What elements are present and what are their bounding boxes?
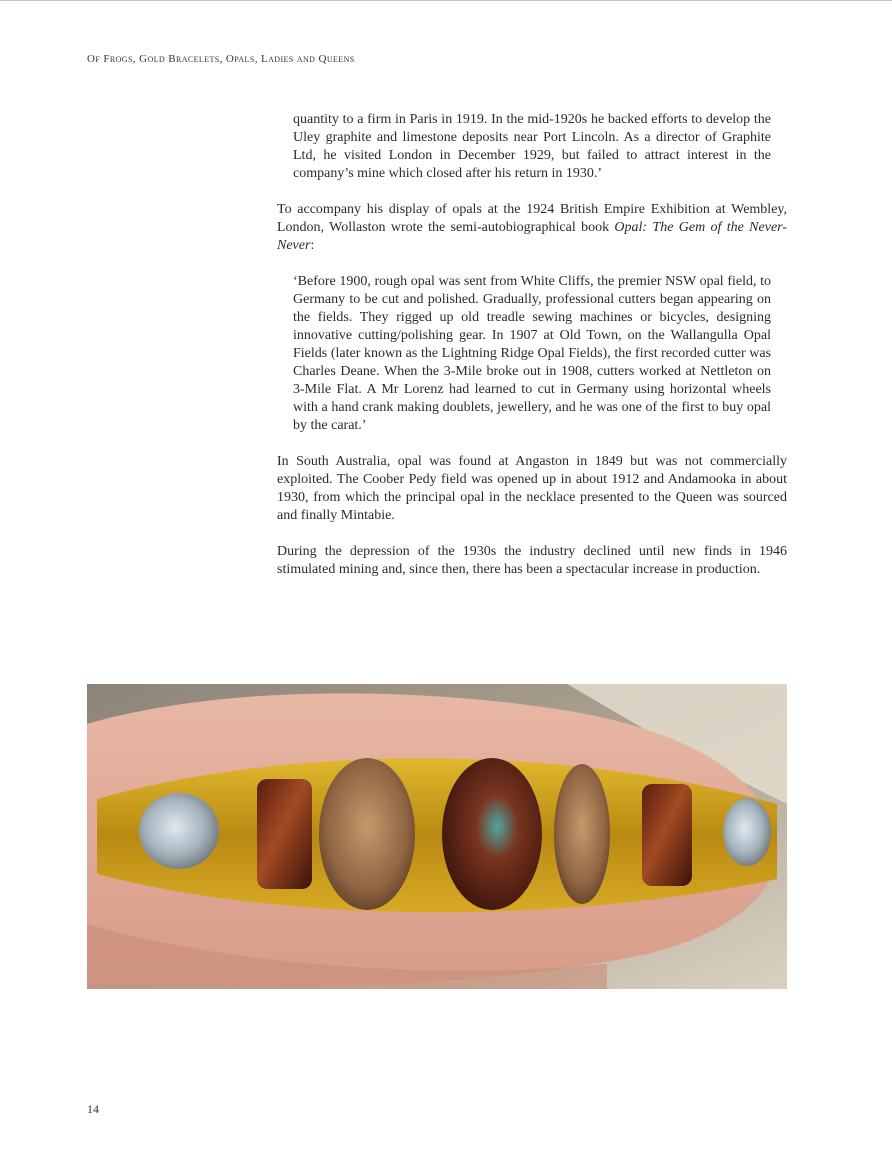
paragraph-south-australia: In South Australia, opal was found at Angaston in 1849 but was not commercially exploited. The Coober Pedy field was opened up in about 1912 and Andamooka in about 1930, from which the principal opal in the necklace presented to the Queen was sourced and finally Mintabie.: [277, 454, 787, 523]
paragraph-exhibition: [277, 201, 787, 255]
page-number: 14: [87, 1102, 99, 1116]
quote-continuation: quantity to a firm in Paris in 1919. In the mid-1920s he backed efforts to develop the Uley graphite and limestone deposits near Port Lincoln. As a director of Graphite Ltd, he visited London in December 1929, but failed to attract interest in the company’s mine which closed after his return in 1930.’: [293, 112, 771, 181]
book-title: Opal: The Gem of the Never-Never: [277, 220, 787, 253]
block-quote-cutters: ‘Before 1900, rough opal was sent from White Cliffs, the premier NSW opal field, to Germany to be cut and polished. Gradually, professional cutters began appearing on the fields. They rigged up old treadle sewing machines or bicycles, designing innovative cutting/polishing gear. In 1907 at Old Town, on the Wallangulla Opal Fields (later known as the Lightning Ridge Opal Fields), the first recorded cutter was Charles Deane. When the 3-Mile broke out in 1908, cutters worked at Nettleton on 3-Mile Flat. A Mr Lorenz had learned to cut in Germany using horizontal wheels with a hand crank making doublets, jewellery, and he was one of the first to buy opal by the carat.’: [293, 274, 771, 433]
body-text: [277, 111, 787, 579]
running-head: Of Frogs, Gold Bracelets, Opals, Ladies and Queens: [87, 53, 355, 65]
bracelet-photo: [87, 684, 787, 989]
paragraph-exhibition-text: To accompany his display of opals at the 1924 British Empire Exhibition at Wembley, London, Wollaston wrote the semi-autobiographical book: [277, 202, 787, 235]
paragraph-exhibition-end: :: [310, 238, 315, 253]
top-rule: [0, 0, 892, 1]
paragraph-depression: During the depression of the 1930s the industry declined until new finds in 1946 stimulated mining and, since then, there has been a spectacular increase in production.: [277, 544, 787, 577]
